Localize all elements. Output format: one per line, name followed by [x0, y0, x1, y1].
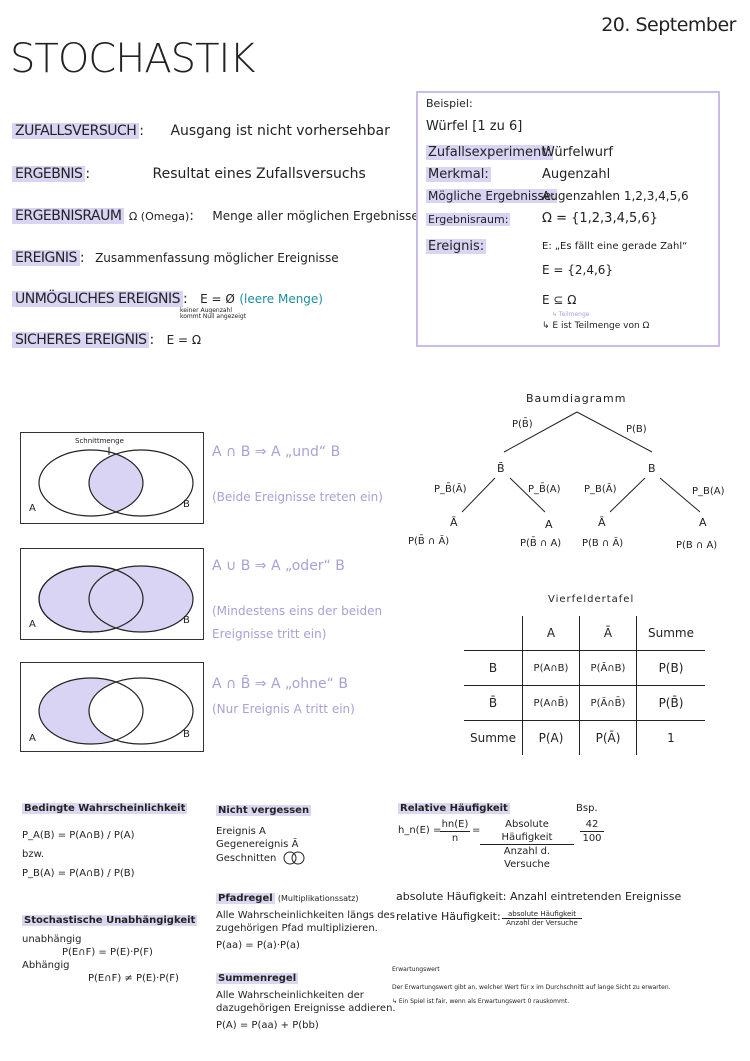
- venn-formula: A ∪ B ⇒ A „oder“ B: [212, 558, 345, 574]
- section-heading: Pfadregel: [218, 893, 273, 904]
- tree-branch-label: P_B̄(A): [528, 484, 561, 495]
- formula-bzw: bzw.: [22, 849, 45, 860]
- formula: P_A(B) = P(A∩B) / P(A): [22, 830, 135, 841]
- table-row: A Ā Summe: [464, 616, 705, 651]
- tree-result: P(B̄ ∩ Ā): [408, 536, 450, 547]
- relative-frequency-fraction: absolute Häufigkeit Anzahl der Versuche: [502, 910, 582, 927]
- tree-leaf: A: [699, 516, 707, 529]
- venn-desc: (Beide Ereignisse treten ein): [212, 490, 383, 504]
- definition-zufallsversuch: ZUFALLSVERSUCH : Ausgang ist nicht vorhersehbar: [12, 123, 390, 139]
- example-subset: E ⊆ Ω: [542, 293, 577, 307]
- example-row: Zufallsexperiment:: [428, 145, 551, 160]
- definition-unmoegliches-ereignis: UNMÖGLICHES EREIGNIS : E = Ø (leere Menge): [12, 291, 323, 307]
- definition-text: Zusammenfassung möglicher Ereignisse: [95, 251, 339, 265]
- tree-result: P(B ∩ Ā): [582, 538, 624, 549]
- four-field-table: [464, 616, 705, 755]
- formula: P_B(A) = P(A∩B) / P(B): [22, 868, 135, 879]
- tree-node-right: B: [648, 462, 656, 475]
- term: ERGEBNISRAUM: [12, 208, 124, 224]
- table-row: Summe P(A) P(Ā) 1: [464, 721, 705, 756]
- definition-sicheres-ereignis: SICHERES EREIGNIS : E = Ω: [12, 332, 201, 348]
- table-title: Vierfeldertafel: [548, 594, 635, 605]
- tree-title: Baumdiagramm: [526, 392, 627, 405]
- venn-desc: (Mindestens eins der beiden: [212, 604, 383, 618]
- example-subset-note: ↳ Teilmenge: [552, 311, 590, 318]
- definition-text: Menge aller möglichen Ergebnisse: [212, 209, 419, 223]
- section-heading: Relative Häufigkeit: [400, 803, 508, 814]
- expected-value-text: Der Erwartungswert gibt an, welcher Wert für x im Durchschnitt auf lange Sicht zu erwarten.: [392, 984, 671, 991]
- example-subject: Würfel [1 zu 6]: [426, 119, 523, 134]
- definition-text: E = Ø: [200, 292, 235, 306]
- venn-union: [20, 548, 204, 640]
- example-subset-text: ↳ E ist Teilmenge von Ω: [542, 321, 650, 331]
- venn-union-svg: [21, 549, 203, 639]
- example-box: Beispiel: Würfel [1 zu 6] Zufallsexperiment: Würfelwurf Merkmal: Augenzahl Mögliche Ergebnisse: Augenzahlen 1,2,3,4,5,6 Ergebnisraum: Ω = {1,2,3,4,5,6} Ereignis: E: „Es fällt eine gerade Zahl“ E = {2,4,6} E ⊆ Ω ↳ Teilmenge ↳ E ist Teilmenge von Ω: [416, 91, 720, 347]
- example-row: Merkmal:: [428, 167, 489, 182]
- section-heading: Stochastische Unabhängigkeit: [24, 915, 196, 926]
- term: UNMÖGLICHES EREIGNIS: [12, 291, 183, 307]
- set-a-label: A: [29, 733, 36, 744]
- definition-text: E = Ω: [166, 333, 202, 347]
- expected-value-fair: ↳ Ein Spiel ist fair, wenn als Erwartungswert 0 rauskommt.: [392, 998, 570, 1005]
- venn-desc: (Nur Ereignis A tritt ein): [212, 702, 355, 716]
- example-row: Ereignis:: [428, 239, 485, 254]
- definition-ereignis: EREIGNIS : Zusammenfassung möglicher Ereignisse: [12, 250, 339, 266]
- definition-ergebnis: ERGEBNIS : Resultat eines Zufallsversuchs: [12, 166, 366, 182]
- example-e-set: E = {2,4,6}: [542, 263, 614, 277]
- set-a-label: A: [29, 619, 36, 630]
- definition-subnote: keiner Augenzahl kommt Null angezeigt: [180, 307, 247, 320]
- definition-text: Resultat eines Zufallsversuchs: [152, 166, 366, 182]
- fraction-example: 42 100: [580, 818, 604, 845]
- tree-top-left: P(B̄): [512, 419, 533, 430]
- relative-frequency-line: relative Häufigkeit:: [396, 910, 501, 923]
- section-heading: Bedingte Wahrscheinlichkeit: [24, 803, 186, 814]
- venn-difference: [20, 662, 204, 752]
- intersect-circles-icon: [280, 851, 310, 865]
- tree-result: P(B ∩ A): [676, 540, 718, 551]
- expected-value-heading: Erwartungswert: [392, 966, 440, 973]
- table-row: B P(A∩B) P(Ā∩B) P(B): [464, 651, 705, 686]
- term: EREIGNIS: [12, 250, 80, 266]
- term: ZUFALLSVERSUCH: [12, 123, 139, 139]
- venn-difference-svg: [21, 663, 203, 751]
- venn-desc-2: Ereignisse tritt ein): [212, 627, 327, 641]
- sum-rule: Summenregel Alle Wahrscheinlichkeiten der dazugehörigen Ereignisse addieren. P(A) = P(aa) + P(bb): [216, 973, 396, 1031]
- set-b-label: B: [183, 729, 190, 740]
- relative-frequency-formula: h_n(E) =: [398, 825, 442, 836]
- tree-leaf: A: [545, 518, 553, 531]
- venn-intersection: [20, 432, 204, 524]
- conditional-probability: [22, 802, 187, 880]
- table-row: B̄ P(A∩B̄) P(Ā∩B̄) P(B̄): [464, 686, 705, 721]
- tree-node-left: B̄: [497, 462, 505, 475]
- section-heading: Nicht vergessen: [218, 805, 310, 816]
- set-b-label: B: [183, 499, 190, 510]
- fraction: Absolute Häufigkeit Anzahl d. Versuche: [480, 818, 574, 871]
- term: SICHERES EREIGNIS: [12, 332, 149, 348]
- tree-branch-label: P_B(Ā): [584, 484, 617, 495]
- stochastic-independence: Stochastische Unabhängigkeit unabhängig P(E∩F) = P(E)·P(F) Abhängig P(E∩F) ≠ P(E)·P(F): [22, 915, 196, 984]
- remember-section: Nicht vergessen Ereignis A Gegenereignis Ā Geschnitten: [216, 805, 310, 864]
- definition-note: (leere Menge): [239, 292, 323, 306]
- definition-ergebnisraum: ERGEBNISRAUM Ω (Omega): Menge aller möglichen Ergebnisse: [12, 208, 419, 224]
- venn-intersection-svg: [21, 433, 203, 523]
- term: ERGEBNIS: [12, 166, 85, 182]
- example-row: Ergebnisraum:: [428, 213, 509, 226]
- venn-formula: A ∩ B̄ ⇒ A „ohne“ B: [212, 676, 348, 692]
- section-heading: Summenregel: [218, 973, 297, 984]
- venn-formula: A ∩ B ⇒ A „und“ B: [212, 444, 341, 460]
- fraction: hn(E) n: [441, 819, 469, 844]
- relative-frequency: [398, 802, 510, 815]
- set-b-label: B: [183, 615, 190, 626]
- tree-branch-label: P_B̄(Ā): [434, 484, 467, 495]
- date: 20. September: [601, 14, 736, 36]
- tree-result: P(B̄ ∩ A): [520, 538, 562, 549]
- page-title: STOCHASTIK: [10, 36, 255, 82]
- definition-text: Ausgang ist nicht vorhersehbar: [170, 123, 390, 139]
- example-heading: Beispiel:: [426, 97, 473, 110]
- set-a-label: A: [29, 503, 36, 514]
- tree-branch-label: P_B(A): [692, 486, 725, 497]
- absolute-frequency-line: absolute Häufigkeit: Anzahl eintretenden Ereignisse: [396, 890, 682, 903]
- tree-leaf: Ā: [450, 516, 458, 529]
- intersect-label: Schnittmenge: [75, 437, 124, 445]
- tree-top-right: P(B): [626, 424, 647, 435]
- tree-leaf: Ā: [598, 516, 606, 529]
- example-row: Mögliche Ergebnisse:: [428, 189, 556, 203]
- path-rule: Pfadregel (Multiplikationssatz) Alle Wahrscheinlichkeiten längs des zugehörigen Pfad multiplizieren. P(aa) = P(a)·P(a): [216, 893, 395, 951]
